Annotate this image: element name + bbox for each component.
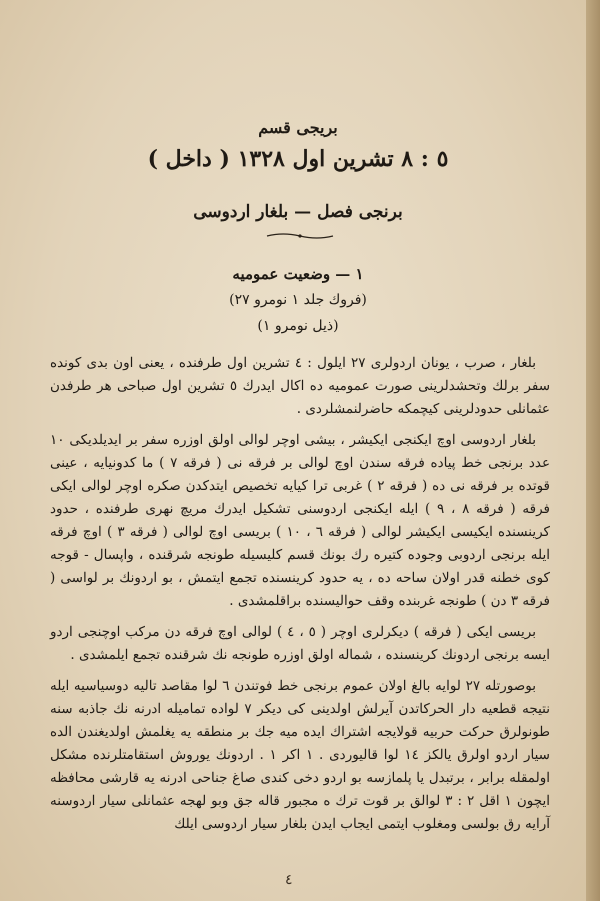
paragraph-1: بلغار ، صرب ، يونان اردولرى ٢٧ ايلول : ٤ تشرين اول طرفنده ، يعنى اون بدى كوندە سفر برلك وتحشدلرينى صورت عموميه ده اكال ايدرك ٥ تشرين اول صباحى هر طرفدن عثمانلى حدودلرينى كيچمكه حاضرلنمشلردى .: [50, 355, 551, 417]
book-gutter: [586, 0, 600, 901]
reference-line-2: (ذيل نومرو ١): [257, 318, 339, 334]
paragraph-4: بوصورتله ٢٧ لوايه بالغ اولان عموم برنجى خط فوتندن ٦ لوا مقاصد تاليه دوسياسيه ايله نتيجه قطعيه دار الحركاتدن آيرلش اولدينى كى ديكر ٧ لواده تماميله ادرنه نك جاذبه سنه طونولرق حركت حربيه قولايجه اشتراك ايده ميه جك بر منطقه يه يغلمش اولديغندن الده سيار اردو اولرق يالكز ١٤ لوا قاليوردى . ١ اكر ١ . اردونك يوروش استقامتلرنده مشكل اولمقله برابر ، برتبدل يا پلمازسه بو اردو دخى كندى صاغ جناحى ادرنه يه قارشى محافظه ايچون ١ اقل ٢ : ٣ لوالق بر قوت ترك ه مجبور قاله جق وبو لهجه عثمانلى سيار اردوسنه آرايه رق بولسى ومغلوب ايتمى ايجاب ايدن بلغار سيار اردوسى ايلك: [50, 678, 550, 832]
paragraph-2: بلغار اردوسى اوچ ايكنجى ايكيشر ، بيشى اوچر لوالى اولق اوزره سفر بر ايديلديكى ١٠ عدد برنجى خط پياده فرقه سندن اوچ لوالى بر فرقه نى ( فرقه ٧ ) ما كدونيايه ، عينى قوتده بر فرقه نى ده ( فرقه ٢ ) غربى ترا كيايه تخصيص ايتدكدن صكره اوچر لوالى ايكى فرقه ( فرقه ٨ ، ٩ ) ايله ايكنجى اردوسنى تشكيل ايدرك مريچ نهرى طرفنده ، حدود كرينسنده ايكيسى ايكيشر لوالى ( فرقه ٦ ، ١٠ ) بريسى اوچ لوالى ( فرقه ٣ ) اوچ فرقه ايله برنجى اردوبى وجوده كتيره رك بونك قسم كليسيله طونجه شرقنده ، واپسال - قوجه كوى خطنه قدر اولان ساحه ده ، يه حدود كرينسنده تجمع ايتمش ، بو اردونك بر لواسى ( فرقه ٣ دن ) طونجه غربنده وقف حواليسنده براقلمشدى .: [50, 432, 550, 609]
reference-line-1: (فروك جلد ١ نومرو ٢٧): [229, 292, 367, 308]
subsection-heading: ١ — وضعيت عموميه: [232, 265, 364, 283]
paragraph-3: بريسى ايكى ( فرقه ) ديكرلرى اوچر ( ٥ ، ٤ ) لوالى اوچ فرقه دن مركب اوچنجى اردو ايسه برنجى اردونك كرينسنده ، شماله اولق اوزره طونجه نك شرقنده تجمع ايلمشدى .: [50, 624, 550, 663]
body-text: [50, 352, 550, 844]
part-heading: برنجى فصل — بلغار اردوسى: [193, 202, 403, 222]
date-heading: ٥ : ٨ تشرين اول ١٣٢٨ ( داخل ): [147, 146, 449, 172]
ornament-divider: [265, 232, 335, 240]
footer-mark: ٤: [285, 872, 293, 888]
bleed-through-text: [70, 38, 530, 108]
section-title: بريجى قسم: [258, 118, 338, 137]
